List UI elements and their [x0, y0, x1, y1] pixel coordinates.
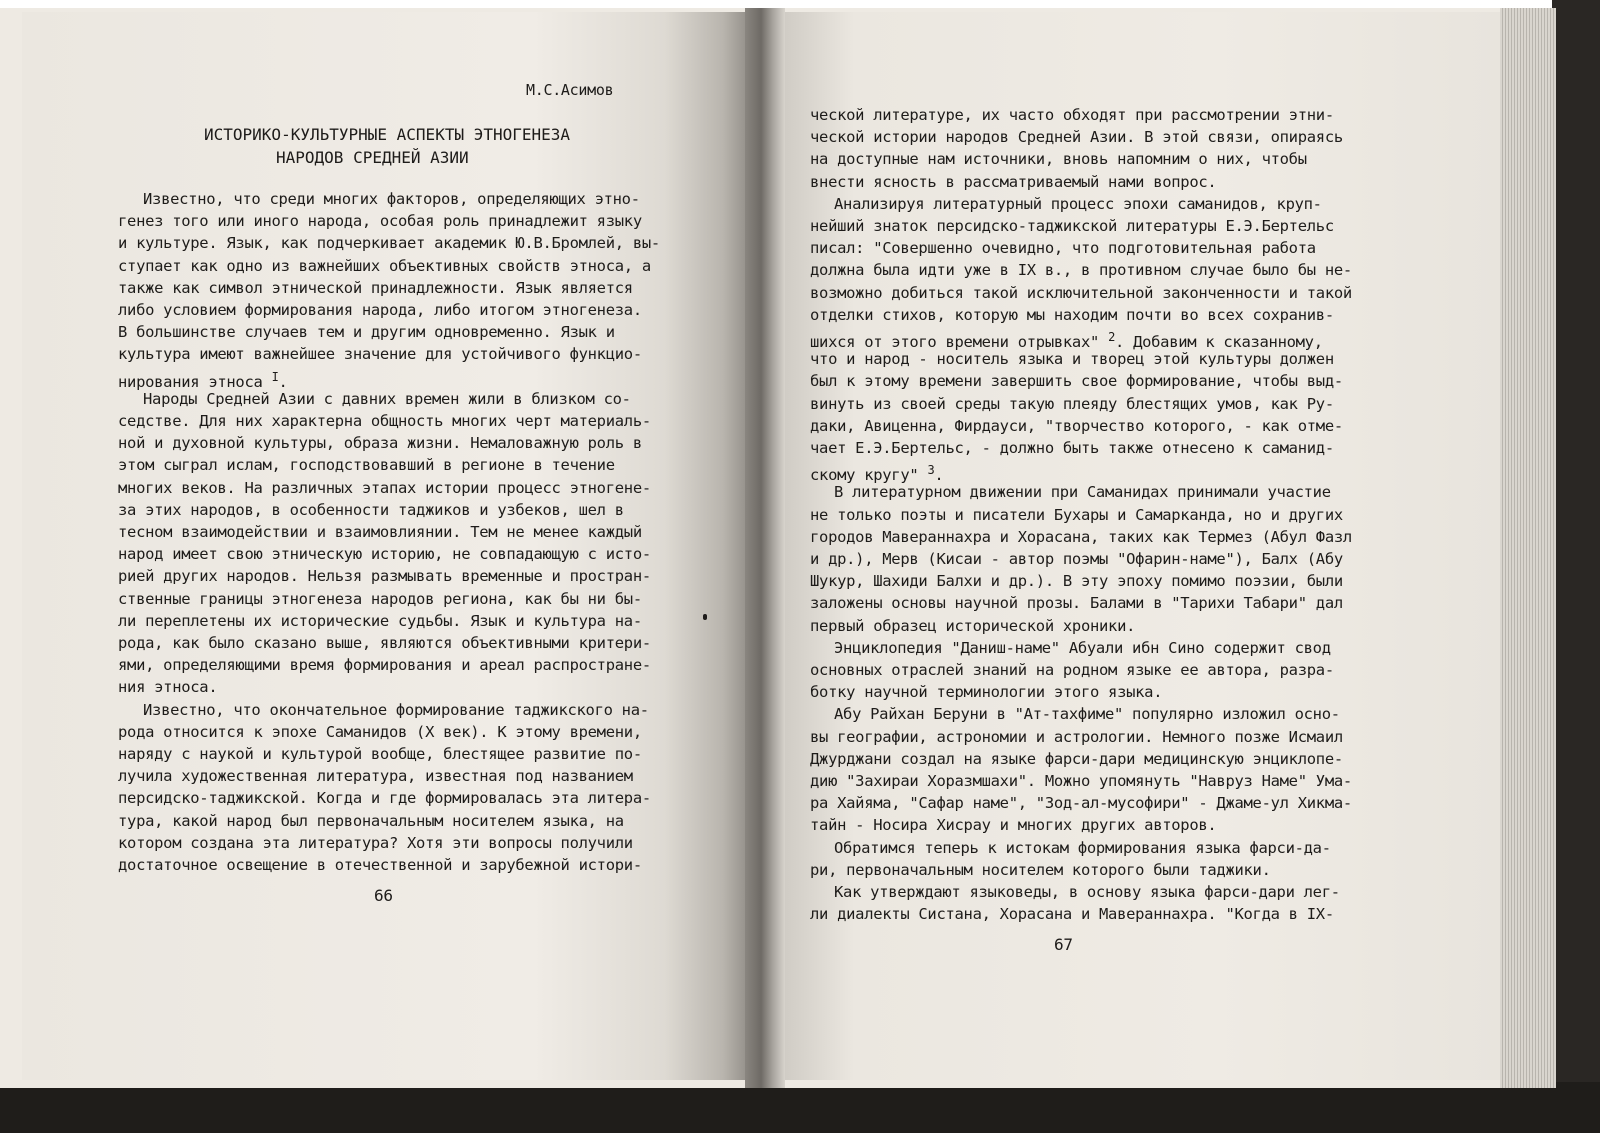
right-body-line: городов Мавераннахра и Хорасана, таких как Термез (Абул Фазл: [810, 527, 1352, 546]
right-body-line: писал: "Совершенно очевидно, что подготовительная работа: [810, 239, 1316, 258]
right-body-line: первый образец исторической хроники.: [810, 616, 1136, 635]
left-body-line: Известно, что окончательное формирование таджикского на-: [143, 700, 649, 719]
left-body-line: Народы Средней Азии с давних времен жили в близком со-: [143, 389, 631, 408]
right-body-line: тайн - Носира Хисрау и многих других авторов.: [810, 816, 1217, 835]
book-gutter: [745, 8, 785, 1088]
right-body-line: на доступные нам источники, вновь напомним о них, чтобы: [810, 150, 1307, 169]
footnote-mark: 2: [1108, 330, 1116, 344]
left-body-line: наряду с наукой и культурой вообще, блестящее развитие по-: [118, 745, 642, 763]
scanner-bed-bottom: [0, 1082, 1600, 1133]
footnote-mark: 3: [927, 463, 935, 478]
right-body-line: отделки стихов, которую мы находим почти во всех сохранив-: [810, 305, 1334, 324]
right-body-line: нейший знаток персидско-таджикской литературы Е.Э.Бертельс: [810, 217, 1334, 235]
left-body-line: и культуре. Язык, как подчеркивает академик Ю.В.Бромлей, вы-: [118, 234, 660, 253]
right-body-line: что и народ - носитель языка и творец этой культуры должен: [810, 350, 1334, 369]
right-body-line: дию "Захираи Хоразмшахи". Можно упомянуть "Навруз Наме" Ума-: [810, 772, 1352, 790]
right-body-line: ра Хайяма, "Сафар наме", "Зод-ал-мусофири" - Джаме-ул Хикма-: [810, 794, 1352, 813]
right-body-line: скому кругу" $^3$.: [810, 463, 944, 485]
right-body-line: был к этому времени завершить свое формирование, чтобы выд-: [810, 372, 1343, 391]
right-body-line: ли диалекты Систана, Хорасана и Мавераннахра. "Когда в IX-: [810, 905, 1334, 924]
left-body-line: либо условием формирования народа, либо итогом этногенеза.: [118, 301, 642, 319]
left-body-line: ственные границы этногенеза народов региона, как бы ни бы-: [118, 589, 642, 608]
right-body-line: винуть из своей среды такую плеяду блестящих умов, как Ру-: [810, 394, 1334, 413]
right-body-line: заложены основы научной прозы. Балами в "Тарихи Табари" дал: [810, 594, 1343, 613]
right-body-line: ческой литературе, их часто обходят при рассмотрении этни-: [810, 106, 1334, 124]
right-body-line: должна была идти уже в IX в., в противном случае было бы не-: [810, 261, 1352, 280]
left-body-line: рода относится к эпохе Саманидов (X век). К этому времени,: [118, 722, 642, 741]
article-title-line-1: ИСТОРИКО-КУЛЬТУРНЫЕ АСПЕКТЫ ЭТНОГЕНЕЗА: [204, 125, 571, 144]
right-body-line: и др.), Мерв (Кисаи - автор поэмы "Офарин-наме"), Балх (Абу: [810, 550, 1343, 568]
left-body-line: тура, какой народ был первоначальным носителем языка, на: [118, 811, 624, 830]
right-body-line: Обратимся теперь к истокам формирования языка фарси-да-: [834, 838, 1331, 857]
left-body-line: нирования этноса $^I$.: [118, 369, 288, 391]
right-body-line: Джурджани создал на языке фарси-дари медицинскую энциклопе-: [810, 749, 1343, 768]
page-number-right: 67: [1054, 935, 1073, 954]
line-continuation: . Добавим к сказанному,: [1115, 333, 1323, 352]
page-number-left: 66: [374, 886, 393, 905]
right-body-line: ботку научной терминологии этого языка.: [810, 683, 1163, 702]
right-body-line: вы географии, астрономии и астрологии. Немного позже Исмаил: [810, 727, 1343, 746]
footnote-mark: I: [271, 369, 279, 384]
sentence-end: .: [278, 372, 288, 391]
left-body-line: В большинстве случаев тем и другим одновременно. Язык и: [118, 323, 615, 342]
scanner-bed-right: [1552, 0, 1600, 1133]
left-body-line: многих веков. На различных этапах истории процесс этногене-: [118, 478, 651, 497]
ink-speck: [703, 614, 707, 620]
right-body-line: возможно добиться такой исключительной законченности и такой: [810, 283, 1352, 302]
right-body-line: Шукур, Шахиди Балхи и др.). В эту эпоху помимо поэзии, были: [810, 572, 1343, 591]
left-body-line: лучила художественная литература, известная под названием: [118, 767, 633, 786]
left-body-line: этом сыграл ислам, господствовавший в регионе в течение: [118, 456, 615, 475]
left-body-line: седстве. Для них характерна общность многих черт материаль-: [118, 412, 651, 430]
left-body-line: ния этноса.: [118, 678, 218, 697]
right-body-line: Как утверждают языковеды, в основу языка фарси-дари лег-: [834, 883, 1340, 901]
left-body-line: ной и духовной культуры, образа жизни. Немаловажную роль в: [118, 434, 642, 453]
left-body-line: за этих народов, в особенности таджиков и узбеков, шел в: [118, 500, 624, 519]
left-body-line: достаточное освещение в отечественной и зарубежной истори-: [118, 856, 642, 874]
left-body-line: культура имеют важнейшее значение для устойчивого функцио-: [118, 345, 642, 364]
left-body-line: народ имеет свою этническую историю, не совпадающую с исто-: [118, 545, 651, 564]
right-body-line: ри, первоначальным носителем которого были таджики.: [810, 860, 1271, 879]
left-body-line: генез того или иного народа, особая роль принадлежит языку: [118, 212, 642, 231]
left-body-line: рода, как было сказано выше, являются объективными критери-: [118, 634, 651, 652]
left-body-line: котором создана эта литература? Хотя эти вопросы получили: [118, 833, 633, 852]
right-body-line: основных отраслей знаний на родном языке ее автора, разра-: [810, 661, 1334, 679]
right-body-line: даки, Авиценна, Фирдауси, "творчество которого, - как отме-: [810, 416, 1343, 435]
left-body-line: также как символ этнической принадлежности. Язык является: [118, 278, 633, 297]
article-title-line-2: НАРОДОВ СРЕДНЕЙ АЗИИ: [276, 148, 469, 167]
left-body-line: ли переплетены их исторические судьбы. Язык и культура на-: [118, 611, 642, 630]
left-body-line: ступает как одно из важнейших объективных свойств этноса, а: [118, 256, 651, 275]
right-body-line: внести ясность в рассматриваемый нами вопрос.: [810, 172, 1217, 191]
left-body-line: Известно, что среди многих факторов, определяющих этно-: [143, 190, 640, 208]
author-name: М.С.Асимов: [526, 81, 614, 99]
left-body-line: ями, определяющими время формирования и ареал распростране-: [118, 656, 651, 675]
left-body-line: персидско-таджикской. Когда и где формировалась эта литера-: [118, 789, 651, 808]
right-body-line: ческой истории народов Средней Азии. В этой связи, опираясь: [810, 128, 1343, 147]
right-body-line: чает Е.Э.Бертельс, - должно быть также отнесено к саманид-: [810, 439, 1334, 457]
right-body-line: Анализируя литературный процесс эпохи саманидов, круп-: [834, 194, 1322, 213]
right-body-line: не только поэты и писатели Бухары и Самарканда, но и других: [810, 505, 1343, 524]
left-body-line: рией других народов. Нельзя размывать временные и простран-: [118, 567, 651, 586]
sentence-end: .: [934, 466, 944, 485]
right-body-line: шихся от этого времени отрывках" $^2$. Добавим к сказанному,: [810, 330, 1323, 352]
right-body-line: Абу Райхан Беруни в "Ат-тахфиме" популярно изложил осно-: [834, 705, 1340, 724]
page-edges: [1500, 8, 1556, 1088]
right-body-line: В литературном движении при Саманидах принимали участие: [834, 483, 1331, 502]
right-body-line: Энциклопедия "Даниш-наме" Абуали ибн Сино содержит свод: [834, 638, 1331, 657]
left-body-line: тесном взаимодействии и взаимовлиянии. Тем не менее каждый: [118, 523, 642, 541]
